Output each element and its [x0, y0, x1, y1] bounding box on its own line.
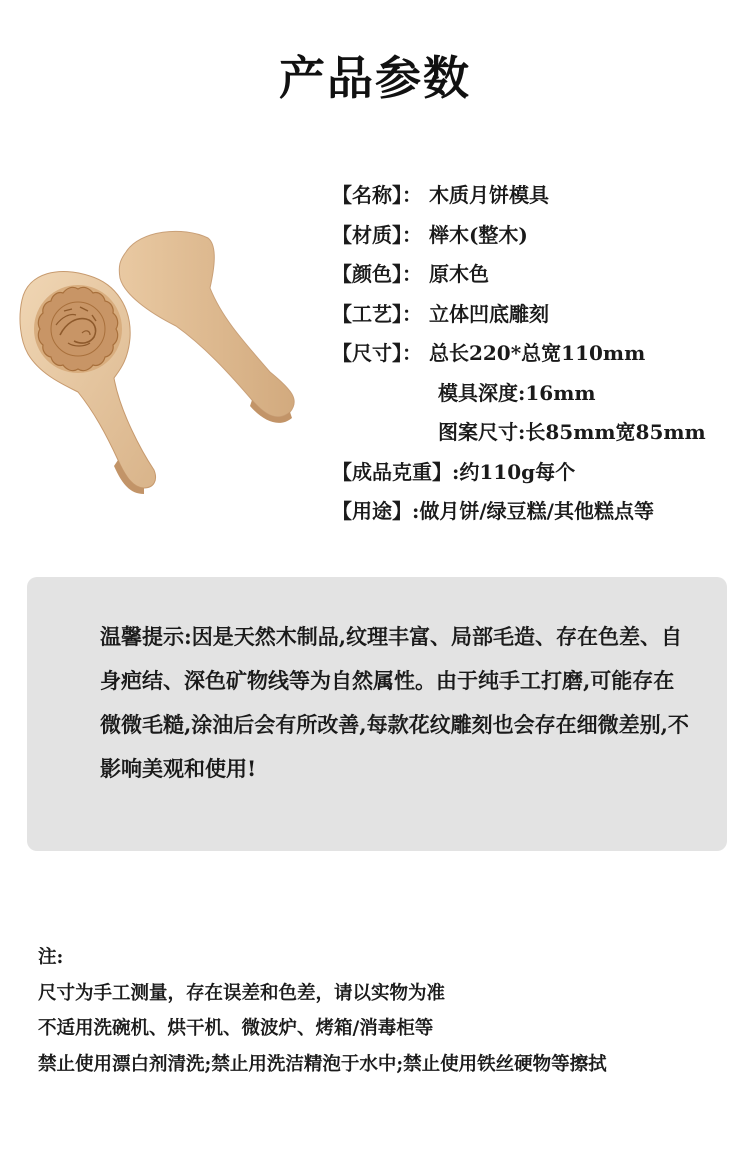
spec-pattern-size: 图案尺寸:长85mm宽85mm — [438, 420, 706, 444]
spec-usage: 【用途】:做月饼/绿豆糕/其他糕点等 — [332, 499, 654, 523]
spec-weight: 【成品克重】:约110g每个 — [332, 459, 576, 484]
notes-heading: 注: — [38, 947, 64, 968]
note-line: 禁止使用漂白剂清洗;禁止用洗洁精泡于水中;禁止使用铁丝硬物等擦拭 — [38, 1053, 607, 1075]
spec-material: 【材质】： 榉木(整木) — [332, 222, 528, 247]
tip-box — [27, 577, 727, 851]
notes-section — [38, 940, 738, 1082]
spec-name: 【名称】： 木质月饼模具 — [332, 183, 549, 207]
spec-craft: 【工艺】： 立体凹底雕刻 — [332, 301, 549, 326]
note-line: 不适用洗碗机、烘干机、微波炉、烤箱/消毒柜等 — [38, 1018, 434, 1039]
spec-list — [332, 176, 742, 532]
page-title: 产品参数 — [279, 51, 471, 105]
spec-size: 【尺寸】： 总长220*总宽110mm — [332, 341, 646, 365]
note-line: 尺寸为手工测量，存在误差和色差，请以实物为准 — [38, 982, 446, 1004]
spec-depth: 模具深度:16mm — [438, 380, 596, 405]
spec-color: 【颜色】： 原木色 — [332, 262, 489, 286]
wooden-mooncake-mold-icon — [8, 222, 308, 497]
tip-text: 温馨提示:因是天然木制品,纹理丰富、局部毛造、存在色差、自身疤结、深色矿物线等为自然属性。由于纯手工打磨,可能存在微微毛糙,涂油后会有所改善,每款花纹雕刻也会存在细微差别,不影响美观和使用! — [100, 624, 689, 781]
